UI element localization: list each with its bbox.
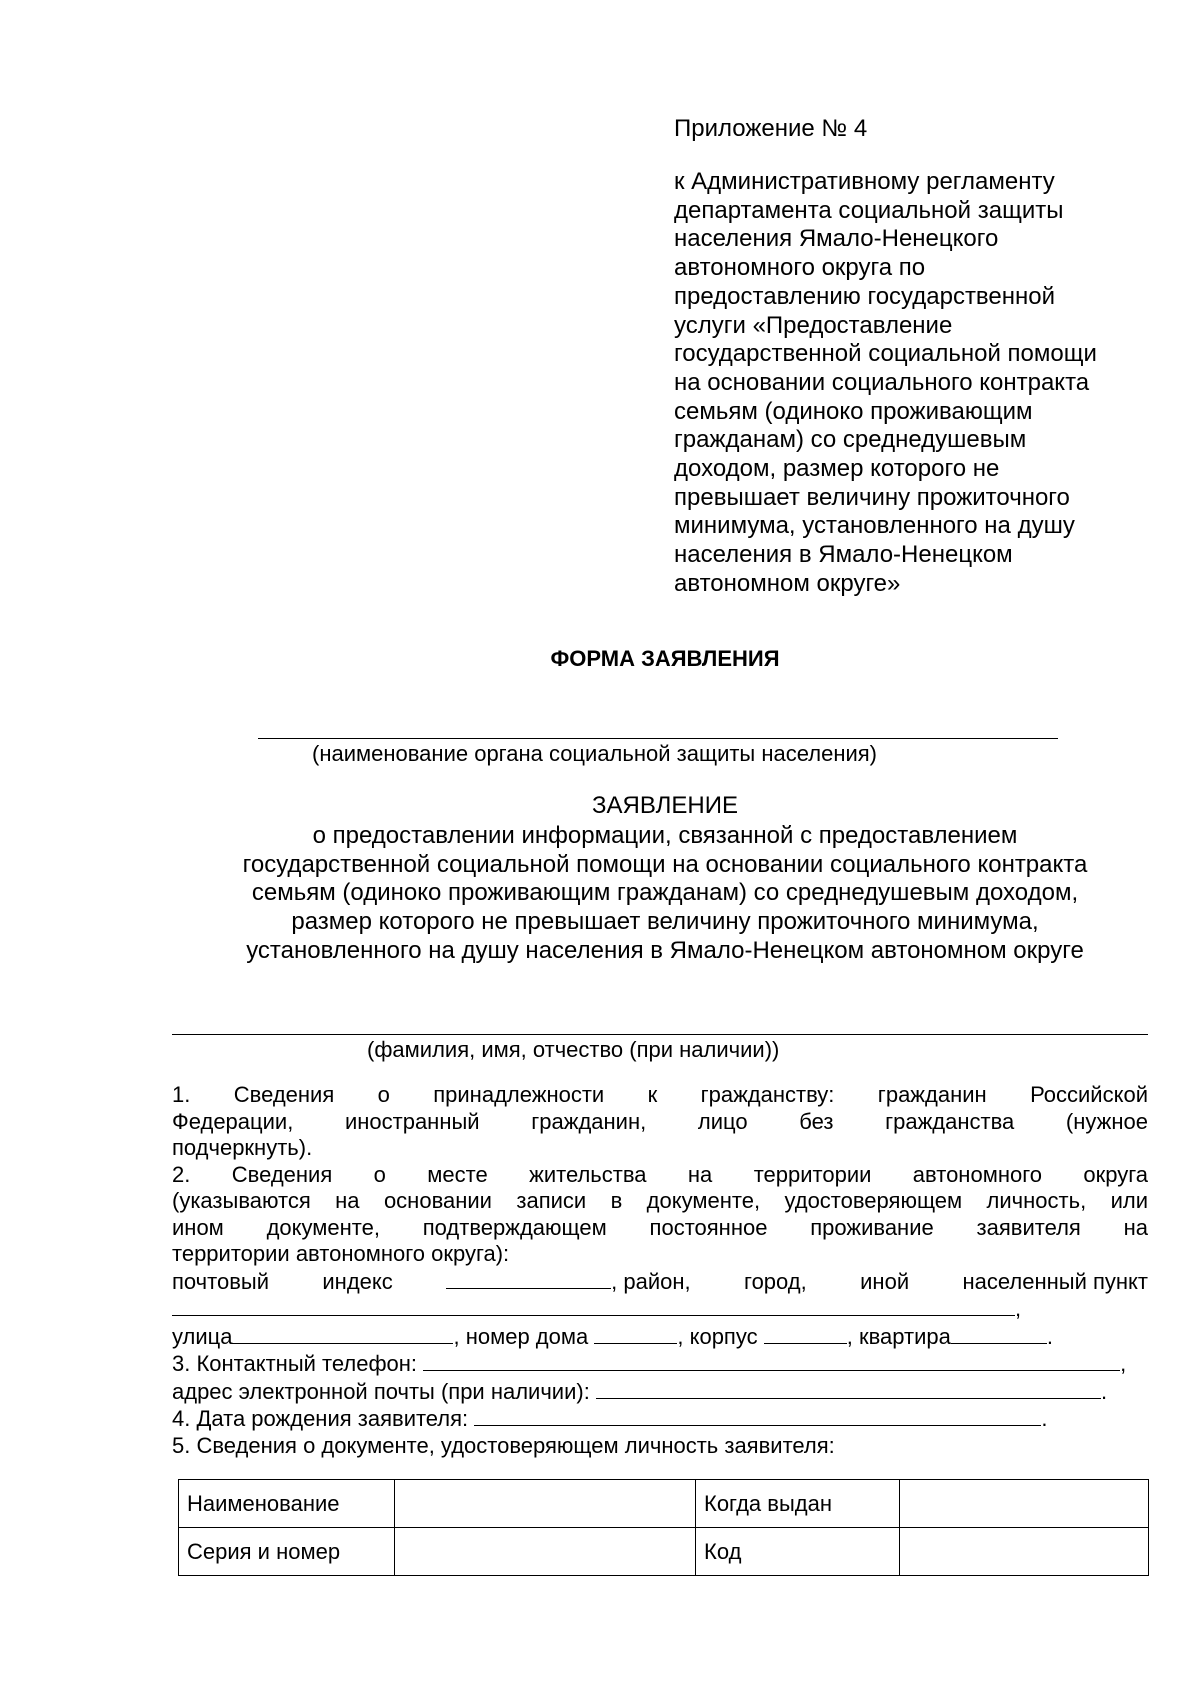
appendix-line: на основании социального контракта <box>674 368 1090 396</box>
applicant-name-line[interactable] <box>172 1034 1148 1035</box>
district-label: , район, <box>611 1268 691 1294</box>
item2-line: 2. Сведения о месте жительства на территории автономного округа <box>172 1161 1148 1187</box>
code-value-cell[interactable] <box>900 1528 1149 1576</box>
statement-line: о предоставлении информации, связанной с предоставлением <box>312 822 1018 849</box>
statement-body <box>150 822 1180 966</box>
appendix-line: услуги «Предоставление <box>674 311 953 339</box>
statement-title: ЗАЯВЛЕНИЕ <box>592 792 738 819</box>
issue-date-value-cell[interactable] <box>900 1480 1149 1528</box>
settlement-label: населенный пункт <box>962 1268 1148 1294</box>
email-label: адрес электронной почты (при наличии): <box>172 1378 590 1404</box>
appendix-line: населения в Ямало-Ненецком <box>674 541 1013 569</box>
phone-field[interactable] <box>423 1350 1120 1371</box>
appendix-line: минимума, установленного на душу <box>674 512 1075 540</box>
settlement-line-end: , <box>1015 1296 1022 1321</box>
doc-name-label-cell: Наименование <box>179 1480 395 1528</box>
item2-line: ином документе, подтверждающем постоянное проживание заявителя на <box>172 1214 1148 1240</box>
birthdate-field[interactable] <box>474 1405 1041 1426</box>
appendix-line: предоставлению государственной <box>674 282 1056 310</box>
issue-date-label-cell: Когда выдан <box>696 1480 900 1528</box>
appendix-line: автономном округе» <box>674 569 901 597</box>
authority-blank-line[interactable] <box>258 738 1058 739</box>
appendix-line: доходом, размер которого не <box>674 455 1000 483</box>
apartment-field[interactable] <box>951 1323 1047 1344</box>
authority-caption: (наименование органа социальной защиты населения) <box>312 741 877 766</box>
birthdate-line-end: . <box>1041 1406 1048 1431</box>
statement-line: государственной социальной помощи на основании социального контракта <box>242 850 1088 878</box>
postal-line <box>172 1268 1148 1296</box>
appendix-line: гражданам) со среднедушевым <box>674 426 1027 454</box>
series-number-value-cell[interactable] <box>395 1528 696 1576</box>
statement-line: семьям (одиноко проживающим гражданам) со среднедушевым доходом, <box>251 879 1079 907</box>
id-document-table <box>178 1479 1149 1576</box>
street-line-end: . <box>1046 1323 1053 1349</box>
appendix-title: Приложение № 4 <box>674 115 868 142</box>
item1-line: Федерации, иностранный гражданин, лицо без гражданства (нужное <box>172 1108 1148 1134</box>
house-field[interactable] <box>594 1323 677 1344</box>
street-line <box>172 1323 1148 1351</box>
doc-name-value-cell[interactable] <box>395 1480 696 1528</box>
birthdate-label: 4. Дата рождения заявителя: <box>172 1406 469 1431</box>
item2-line: территории автономного округа): <box>172 1241 510 1266</box>
email-line <box>172 1378 1148 1406</box>
series-number-label-cell: Серия и номер <box>179 1528 395 1576</box>
building-field[interactable] <box>764 1323 847 1344</box>
other-label: иной <box>860 1268 910 1294</box>
city-label: город, <box>744 1268 807 1294</box>
table-row <box>179 1528 1149 1576</box>
statement-line: размер которого не превышает величину прожиточного минимума, <box>291 908 1039 936</box>
apartment-label: , квартира <box>846 1323 951 1349</box>
appendix-line: государственной социальной помощи <box>674 340 1097 368</box>
appendix-line: к Административному регламенту <box>674 168 1055 195</box>
item1-line: 1. Сведения о принадлежности к гражданству: гражданин Российской <box>172 1082 1148 1107</box>
street-label: улица <box>172 1323 233 1349</box>
form-heading: ФОРМА ЗАЯВЛЕНИЯ <box>550 646 780 671</box>
item5-line: 5. Сведения о документе, удостоверяющем личность заявителя: <box>172 1432 835 1458</box>
phone-line <box>172 1350 1148 1378</box>
postal-index-field[interactable] <box>446 1268 611 1289</box>
email-line-end: . <box>1100 1378 1108 1404</box>
item1-line: подчеркнуть). <box>172 1135 313 1160</box>
building-label: , корпус <box>677 1323 758 1349</box>
appendix-line: превышает величину прожиточного <box>674 483 1070 511</box>
statement-line: установленного на душу населения в Ямало-Ненецком автономном округе <box>246 936 1084 964</box>
code-label-cell: Код <box>696 1528 900 1576</box>
email-field[interactable] <box>596 1378 1101 1399</box>
appendix-text <box>674 168 1154 599</box>
appendix-line: населения Ямало-Ненецкого <box>674 225 999 253</box>
index-label: индекс <box>322 1268 393 1294</box>
settlement-field[interactable] <box>172 1295 1015 1316</box>
birthdate-line <box>172 1405 1148 1433</box>
appendix-line: семьям (одиноко проживающим <box>674 397 1033 425</box>
postal-label: почтовый <box>172 1268 269 1294</box>
house-label: , номер дома <box>453 1323 589 1349</box>
item2-line: (указываются на основании записи в документе, удостоверяющем личность, или <box>172 1188 1148 1213</box>
phone-label: 3. Контактный телефон: <box>172 1351 418 1376</box>
table-row <box>179 1480 1149 1528</box>
street-field[interactable] <box>232 1323 453 1344</box>
appendix-line: департамента социальной защиты <box>674 196 1064 224</box>
phone-line-end: , <box>1120 1351 1127 1376</box>
applicant-name-caption: (фамилия, имя, отчество (при наличии)) <box>367 1037 780 1062</box>
postal-index-group <box>446 1268 690 1296</box>
form-items <box>172 1082 1148 1459</box>
settlement-line <box>172 1295 1148 1323</box>
appendix-line: автономного округа по <box>674 254 926 282</box>
